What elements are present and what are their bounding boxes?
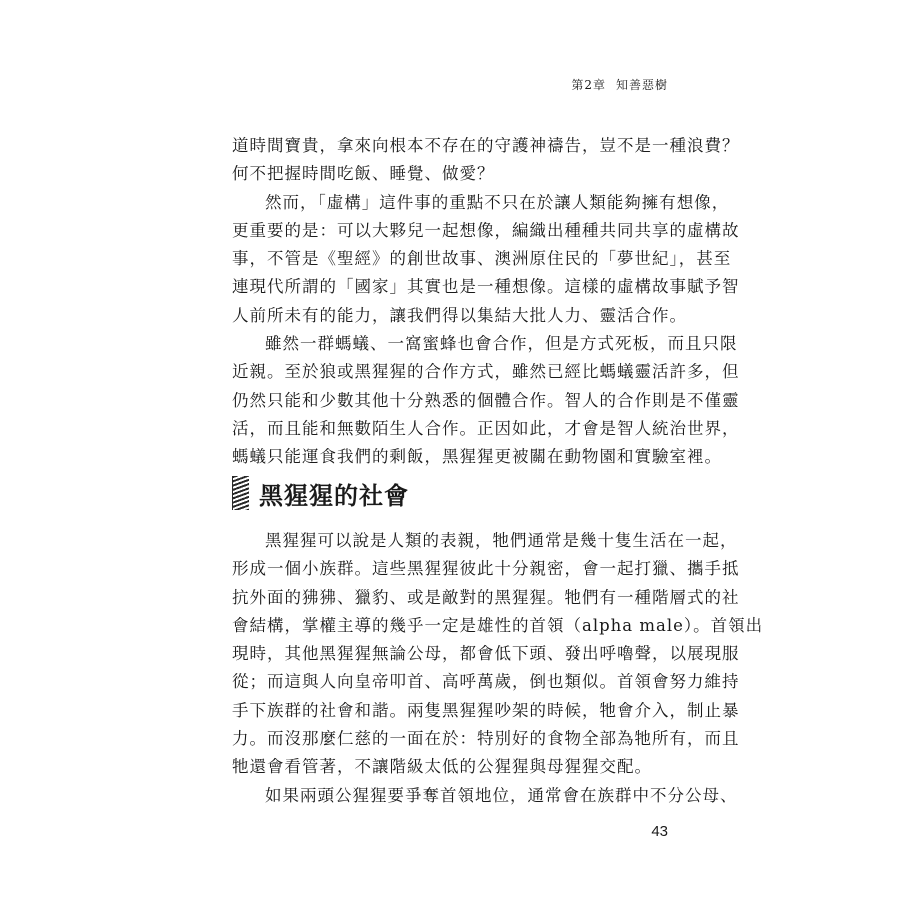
body-text-top bbox=[232, 132, 740, 472]
text-line: 會結構，掌權主導的幾乎一定是雄性的首領（alpha male）。首領出 bbox=[232, 615, 764, 635]
text-line: 牠還會看管著，不讓階級太低的公猩猩與母猩猩交配。 bbox=[232, 757, 652, 777]
text-line: 抗外面的狒狒、獵豹、或是敵對的黑猩猩。牠們有一種階層式的社 bbox=[232, 587, 740, 607]
text-line: 力。而沒那麼仁慈的一面在於：特別好的食物全部為牠所有，而且 bbox=[232, 729, 740, 749]
chapter-title: 知善惡樹 bbox=[615, 78, 668, 92]
text-line: 仍然只能和少數其他十分熟悉的個體合作。智人的合作則是不僅靈 bbox=[232, 390, 740, 410]
chapter-number: 第2章 bbox=[571, 78, 606, 92]
text-line: 雖然一群螞蟻、一窩蜜蜂也會合作，但是方式死板，而且只限 bbox=[265, 334, 738, 354]
text-line: 黑猩猩可以說是人類的表親，牠們通常是幾十隻生活在一起， bbox=[265, 531, 738, 550]
text-line: 人前所未有的能力，讓我們得以集結大批人力、靈活合作。 bbox=[232, 305, 687, 325]
text-line: 事，不管是《聖經》的創世故事、澳洲原住民的「夢世紀」，甚至 bbox=[232, 249, 732, 269]
body-text-bottom bbox=[232, 527, 764, 810]
heading-ornament-icon bbox=[232, 476, 249, 510]
text-line: 更重要的是：可以大夥兒一起想像，編織出種種共同共享的虛構故 bbox=[232, 220, 740, 240]
text-line: 如果兩頭公猩猩要爭奪首領地位，通常會在族群中不分公母、 bbox=[265, 785, 738, 805]
running-header bbox=[571, 76, 668, 93]
text-line: 然而，「虛構」這件事的重點不只在於讓人類能夠擁有想像， bbox=[265, 192, 730, 212]
text-line: 從；而這與人向皇帝叩首、高呼萬歲，倒也類似。首領會努力維持 bbox=[232, 672, 740, 692]
text-line: 螞蟻只能運食我們的剩飯，黑猩猩更被關在動物園和實驗室裡。 bbox=[232, 447, 722, 467]
text-line: 現時，其他黑猩猩無論公母，都會低下頭、發出呼嚕聲，以展現服 bbox=[232, 644, 740, 664]
text-line: 連現代所謂的「國家」其實也是一種想像。這樣的虛構故事賦予智 bbox=[232, 277, 740, 297]
text-line: 近親。至於狼或黑猩猩的合作方式，雖然已經比螞蟻靈活許多，但 bbox=[232, 362, 740, 382]
text-line: 道時間寶貴，拿來向根本不存在的守護神禱告，豈不是一種浪費？ bbox=[232, 136, 740, 155]
page-number: 43 bbox=[651, 823, 668, 840]
text-line: 何不把握時間吃飯、睡覺、做愛？ bbox=[232, 164, 495, 184]
text-line: 形成一個小族群。這些黑猩猩彼此十分親密，會一起打獵、攜手抵 bbox=[232, 559, 740, 579]
text-line: 活，而且能和無數陌生人合作。正因如此，才會是智人統治世界， bbox=[232, 418, 740, 438]
section-heading bbox=[232, 473, 409, 513]
text-line: 手下族群的社會和諧。兩隻黑猩猩吵架的時候，牠會介入，制止暴 bbox=[232, 700, 740, 720]
section-title: 黑猩猩的社會 bbox=[259, 481, 409, 510]
